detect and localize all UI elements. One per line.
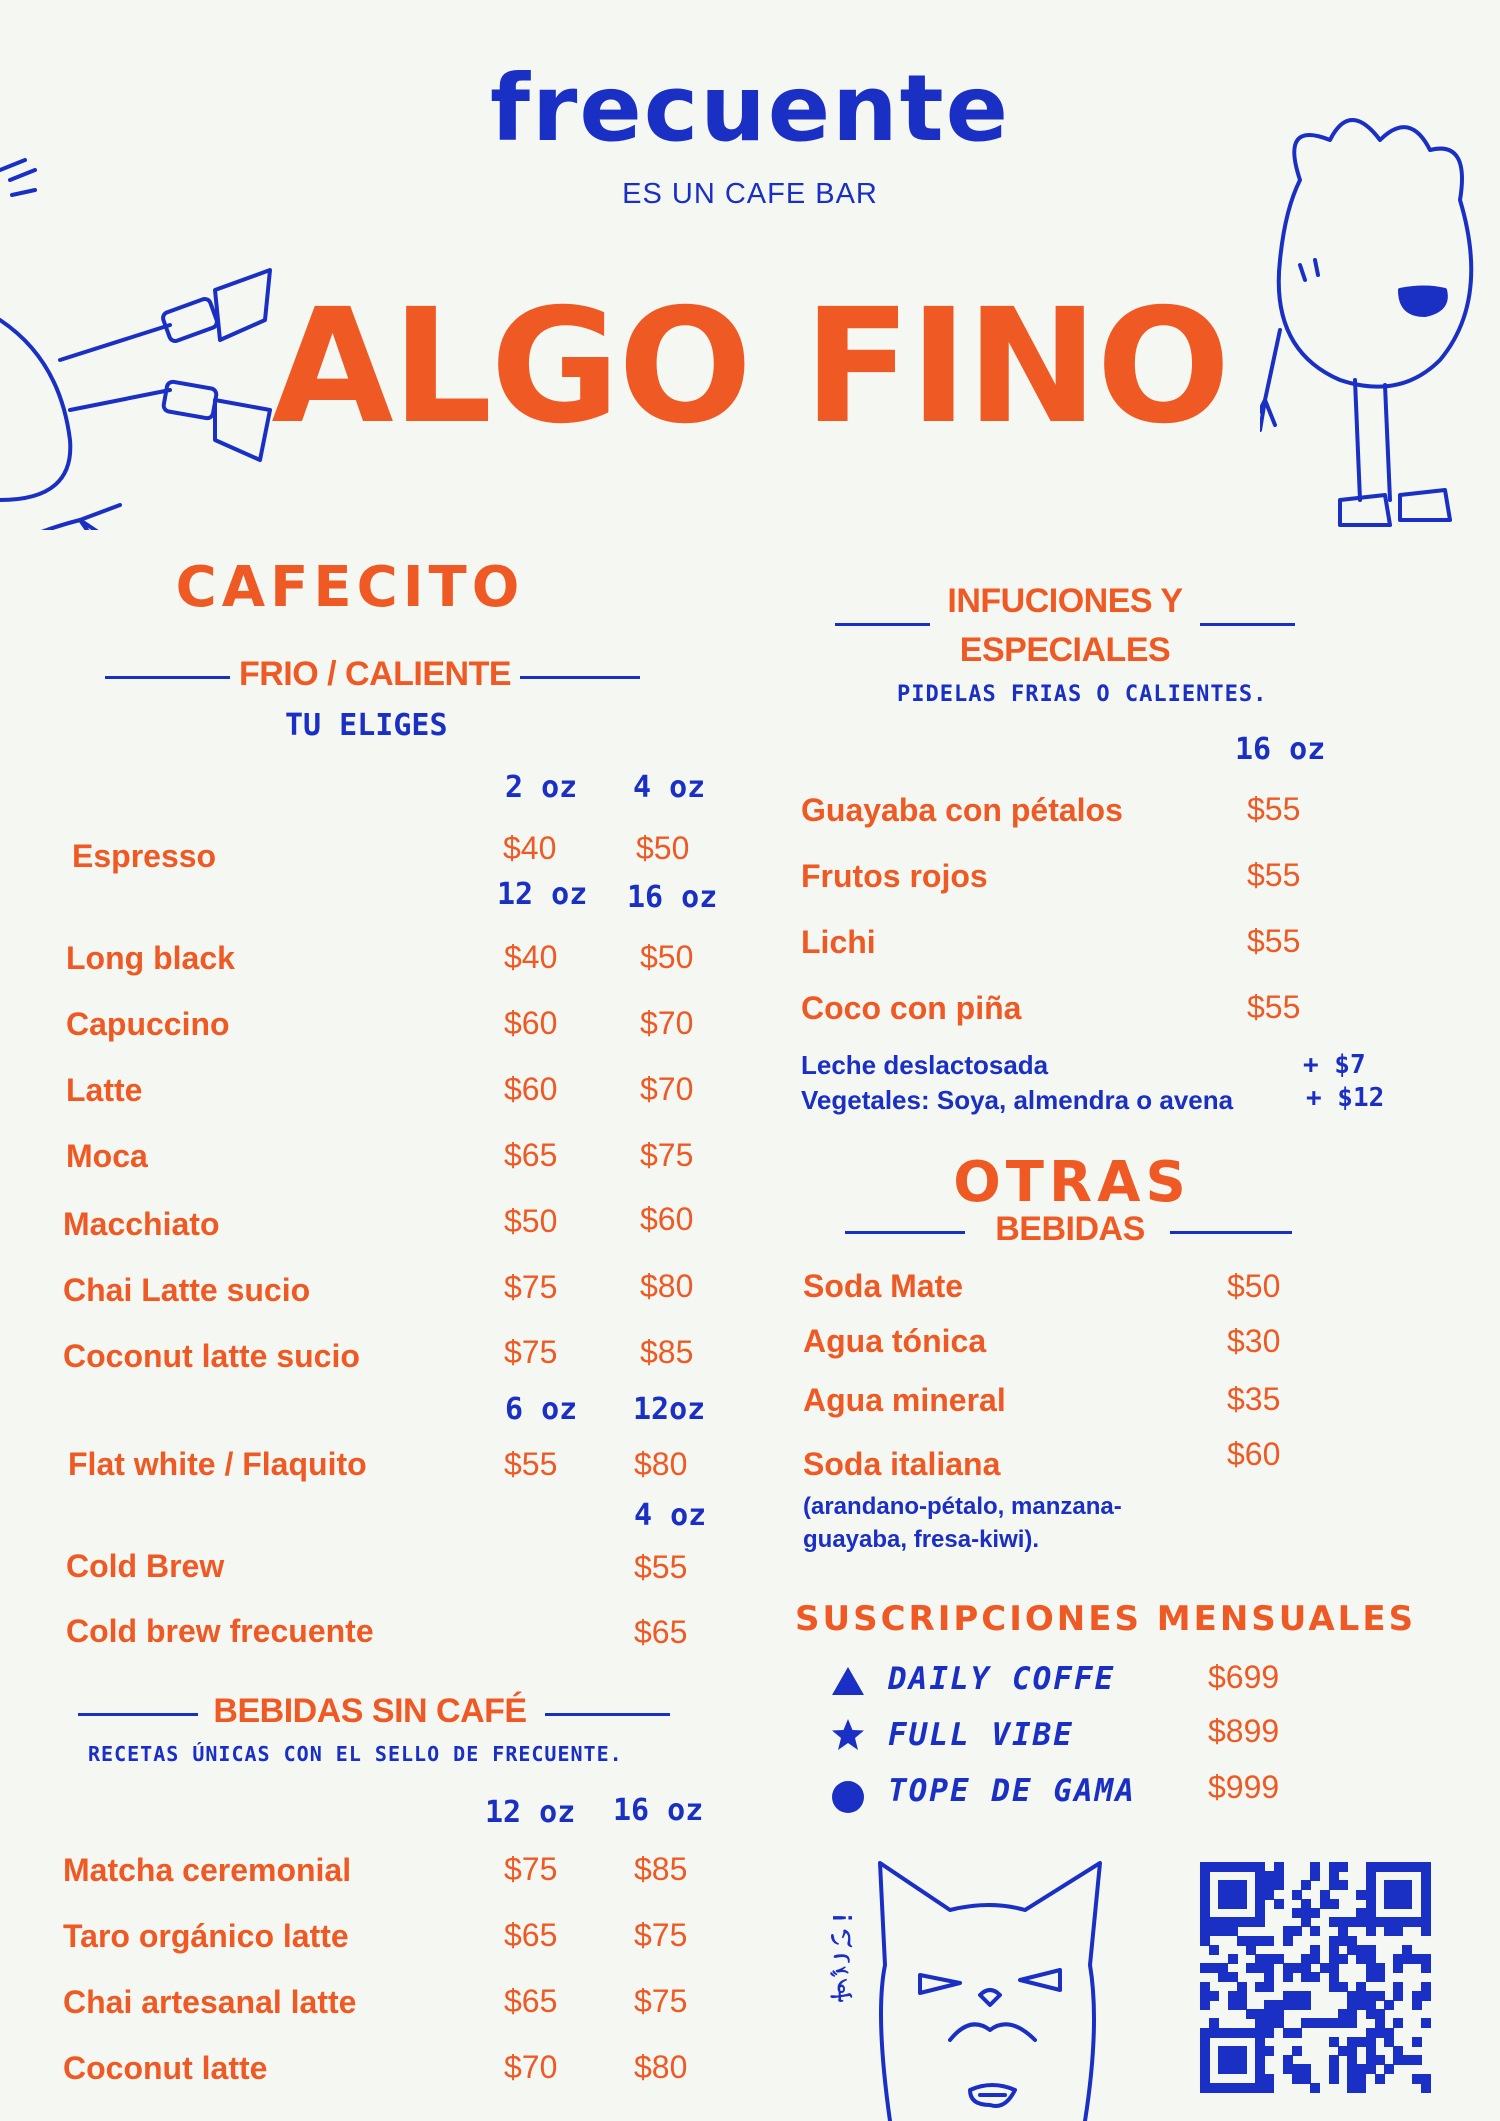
- menu-item-name: Agua mineral: [803, 1382, 1006, 1418]
- qr-module: [1421, 2083, 1431, 2093]
- qr-module: [1209, 1991, 1219, 2001]
- qr-module: [1366, 1926, 1376, 1936]
- menu-item-price: $60: [504, 1005, 558, 1041]
- qr-module: [1264, 2028, 1274, 2038]
- subscription-price: $999: [1208, 1769, 1280, 1805]
- qr-module: [1228, 1954, 1238, 1964]
- extra-option: Leche deslactosada: [801, 1050, 1049, 1080]
- menu-item-price: $75: [504, 1269, 558, 1305]
- size-label: 4 oz: [633, 770, 706, 805]
- qr-module: [1292, 2028, 1302, 2038]
- infuciones-note: PIDELAS FRIAS O CALIENTES.: [897, 682, 1268, 707]
- menu-item-price: $55: [1247, 791, 1301, 827]
- menu-item-price: $70: [640, 1071, 694, 1107]
- subscription-price: $899: [1208, 1713, 1280, 1749]
- menu-item-price: $55: [504, 1446, 558, 1482]
- upside-down-character-illustration: [0, 110, 290, 530]
- menu-item-name: Macchiato: [63, 1206, 220, 1242]
- size-label: 12 oz: [497, 877, 588, 912]
- cafecito-heading: CAFECITO: [175, 555, 525, 620]
- qr-module: [1412, 2055, 1422, 2065]
- menu-item-name: Flat white / Flaquito: [68, 1446, 367, 1482]
- qr-module: [1255, 1917, 1265, 1927]
- menu-item-price: $50: [636, 830, 690, 866]
- qr-module: [1393, 2018, 1403, 2028]
- menu-item-name: Espresso: [72, 838, 217, 874]
- qr-module: [1412, 2000, 1422, 2010]
- menu-item-price: $50: [1227, 1268, 1281, 1304]
- qr-module: [1393, 1926, 1403, 1936]
- divider-line: [78, 1713, 198, 1716]
- divider-line: [1170, 1231, 1292, 1234]
- qr-module: [1264, 2046, 1274, 2056]
- menu-item-price: $70: [640, 1005, 694, 1041]
- qr-module: [1264, 1936, 1274, 1946]
- circle-icon: [831, 1780, 865, 1814]
- qr-module: [1393, 1991, 1403, 2001]
- menu-item-name: Cold brew frecuente: [66, 1613, 374, 1649]
- qr-module: [1237, 2064, 1247, 2074]
- qr-module: [1329, 1899, 1339, 1909]
- menu-item-name: Capuccino: [66, 1006, 230, 1042]
- qr-module: [1274, 1899, 1284, 1909]
- qr-module: [1347, 2018, 1357, 2028]
- sin-cafe-heading: BEBIDAS SIN CAFÉ: [213, 1692, 527, 1730]
- qr-module: [1264, 1982, 1274, 1992]
- menu-item-name: Long black: [66, 940, 235, 976]
- menu-item-name: Cold Brew: [66, 1548, 225, 1584]
- qr-module: [1310, 2083, 1320, 2093]
- qr-module: [1421, 2018, 1431, 2028]
- divider-line: [1200, 623, 1295, 626]
- menu-item-price: $40: [504, 939, 558, 975]
- divider-line: [545, 1713, 670, 1716]
- menu-item-name: Chai Latte sucio: [63, 1272, 311, 1308]
- qr-module: [1329, 2074, 1339, 2084]
- qr-module: [1283, 1936, 1293, 1946]
- sin-cafe-note: RECETAS ÚNICAS CON EL SELLO DE FRECUENTE.: [88, 1742, 623, 1766]
- menu-item-name: Frutos rojos: [801, 858, 988, 894]
- suscripciones-heading: SUSCRIPCIONES MENSUALES: [795, 1599, 1417, 1639]
- menu-item-price: $75: [634, 1983, 688, 2019]
- qr-module: [1301, 1880, 1311, 1890]
- menu-item-price: $65: [504, 1983, 558, 2019]
- menu-item-price: $50: [640, 939, 694, 975]
- qr-module: [1421, 1991, 1431, 2001]
- menu-item-price: $80: [634, 2049, 688, 2085]
- extra-price: + $7: [1303, 1050, 1366, 1080]
- menu-item-price: $75: [504, 1851, 558, 1887]
- menu-item-price: $40: [503, 830, 557, 866]
- menu-item-price: $70: [504, 2049, 558, 2085]
- divider-line: [520, 676, 640, 679]
- menu-item-name: Moca: [66, 1138, 148, 1174]
- menu-item-name: Soda Mate: [803, 1268, 964, 1304]
- qr-module: [1264, 2083, 1274, 2093]
- otras-heading: OTRAS: [953, 1150, 1191, 1215]
- triangle-icon: [830, 1665, 866, 1697]
- menu-item-price: $55: [1247, 923, 1301, 959]
- qr-module: [1421, 1963, 1431, 1973]
- qr-module: [1375, 2074, 1385, 2084]
- qr-module: [1375, 1972, 1385, 1982]
- qr-module: [1209, 1945, 1219, 1955]
- qr-module: [1310, 1908, 1320, 1918]
- menu-item-price: $60: [640, 1201, 694, 1237]
- menu-item-name: Coco con piña: [801, 990, 1022, 1026]
- menu-item-name: Soda italiana: [803, 1446, 1001, 1482]
- menu-item-price: $65: [504, 1137, 558, 1173]
- menu-item-name: Guayaba con pétalos: [801, 792, 1123, 828]
- extra-price: + $12: [1306, 1083, 1385, 1113]
- qr-module: [1356, 1890, 1366, 1900]
- menu-item-price: $65: [504, 1917, 558, 1953]
- cat-caption: すごい!: [829, 1910, 859, 2004]
- soda-italiana-flavors: guayaba, fresa-kiwi).: [803, 1526, 1040, 1553]
- subscription-price: $699: [1208, 1659, 1280, 1695]
- page-title: ALGO FINO: [271, 275, 1229, 459]
- qr-module: [1310, 1972, 1320, 1982]
- qr-module: [1200, 2000, 1210, 2010]
- size-label: 6 oz: [505, 1392, 578, 1427]
- menu-item-name: Chai artesanal latte: [63, 1984, 357, 2020]
- smiling-character-illustration: [1260, 100, 1500, 540]
- menu-item-price: $75: [504, 1334, 558, 1370]
- star-icon: [830, 1717, 866, 1753]
- subscription-name: DAILY COFFE: [888, 1661, 1116, 1697]
- divider-line: [105, 676, 230, 679]
- infuciones-heading-line2: ESPECIALES: [959, 631, 1171, 669]
- size-label: 16 oz: [627, 880, 718, 915]
- menu-item-price: $55: [1247, 857, 1301, 893]
- menu-item-price: $50: [504, 1203, 558, 1239]
- menu-item-price: $80: [634, 1446, 688, 1482]
- qr-module: [1274, 1880, 1284, 1890]
- subscription-name: FULL VIBE: [888, 1717, 1074, 1753]
- menu-item-price: $75: [634, 1917, 688, 1953]
- divider-line: [835, 623, 930, 626]
- infuciones-heading-line1: INFUCIONES Y: [947, 582, 1183, 620]
- qr-module: [1292, 2046, 1302, 2056]
- qr-module: [1402, 1899, 1412, 1909]
- size-label: 12 oz: [485, 1795, 576, 1830]
- menu-item-price: $85: [634, 1851, 688, 1887]
- menu-item-price: $60: [504, 1071, 558, 1107]
- menu-item-name: Lichi: [801, 924, 876, 960]
- menu-item-name: Agua tónica: [803, 1323, 987, 1359]
- menu-item-price: $35: [1227, 1381, 1281, 1417]
- qr-module: [1338, 1862, 1348, 1872]
- qr-module: [1412, 2037, 1422, 2047]
- frio-caliente-subheading: FRIO / CALIENTE: [238, 655, 512, 693]
- qr-module: [1310, 1926, 1320, 1936]
- size-label: 16 oz: [1235, 732, 1326, 767]
- size-label: 4 oz: [634, 1498, 707, 1533]
- otras-subheading: BEBIDAS: [995, 1210, 1145, 1248]
- extra-option: Vegetales: Soya, almendra o avena: [801, 1085, 1234, 1115]
- menu-item-price: $55: [1247, 989, 1301, 1025]
- divider-line: [845, 1231, 965, 1234]
- brand-logo: frecuente: [489, 55, 1011, 162]
- qr-module: [1292, 1926, 1302, 1936]
- qr-module: [1209, 2018, 1219, 2028]
- qr-module: [1356, 2083, 1366, 2093]
- menu-item-name: Taro orgánico latte: [63, 1918, 349, 1954]
- qr-module: [1338, 1880, 1348, 1890]
- menu-item-name: Matcha ceremonial: [63, 1852, 352, 1888]
- menu-item-price: $65: [634, 1614, 688, 1650]
- size-label: 16 oz: [613, 1793, 704, 1828]
- qr-module: [1301, 2000, 1311, 2010]
- menu-item-name: Coconut latte: [63, 2050, 268, 2086]
- qr-module: [1393, 1963, 1403, 1973]
- size-label: 12oz: [633, 1392, 706, 1427]
- qr-module: [1338, 1954, 1348, 1964]
- qr-module: [1310, 1871, 1320, 1881]
- soda-italiana-flavors: (arandano-pétalo, manzana-: [803, 1493, 1122, 1520]
- menu-item-name: Coconut latte sucio: [63, 1338, 360, 1374]
- qr-code[interactable]: [1200, 1862, 1430, 2092]
- menu-item-price: $55: [634, 1549, 688, 1585]
- qr-module: [1237, 1899, 1247, 1909]
- tagline: ES UN CAFE BAR: [622, 178, 878, 210]
- size-label: 2 oz: [505, 770, 578, 805]
- qr-module: [1384, 2000, 1394, 2010]
- menu-item-price: $85: [640, 1334, 694, 1370]
- menu-item-price: $75: [640, 1137, 694, 1173]
- qr-module: [1384, 2064, 1394, 2074]
- menu-item-name: Latte: [66, 1072, 143, 1108]
- menu-item-price: $60: [1227, 1436, 1281, 1472]
- tu-eliges-note: TU ELIGES: [285, 708, 448, 743]
- menu-item-price: $30: [1227, 1323, 1281, 1359]
- cat-illustration: [820, 1855, 1110, 2121]
- menu-item-price: $80: [640, 1268, 694, 1304]
- qr-module: [1283, 1972, 1293, 1982]
- subscription-name: TOPE DE GAMA: [888, 1773, 1136, 1809]
- qr-module: [1421, 1926, 1431, 1936]
